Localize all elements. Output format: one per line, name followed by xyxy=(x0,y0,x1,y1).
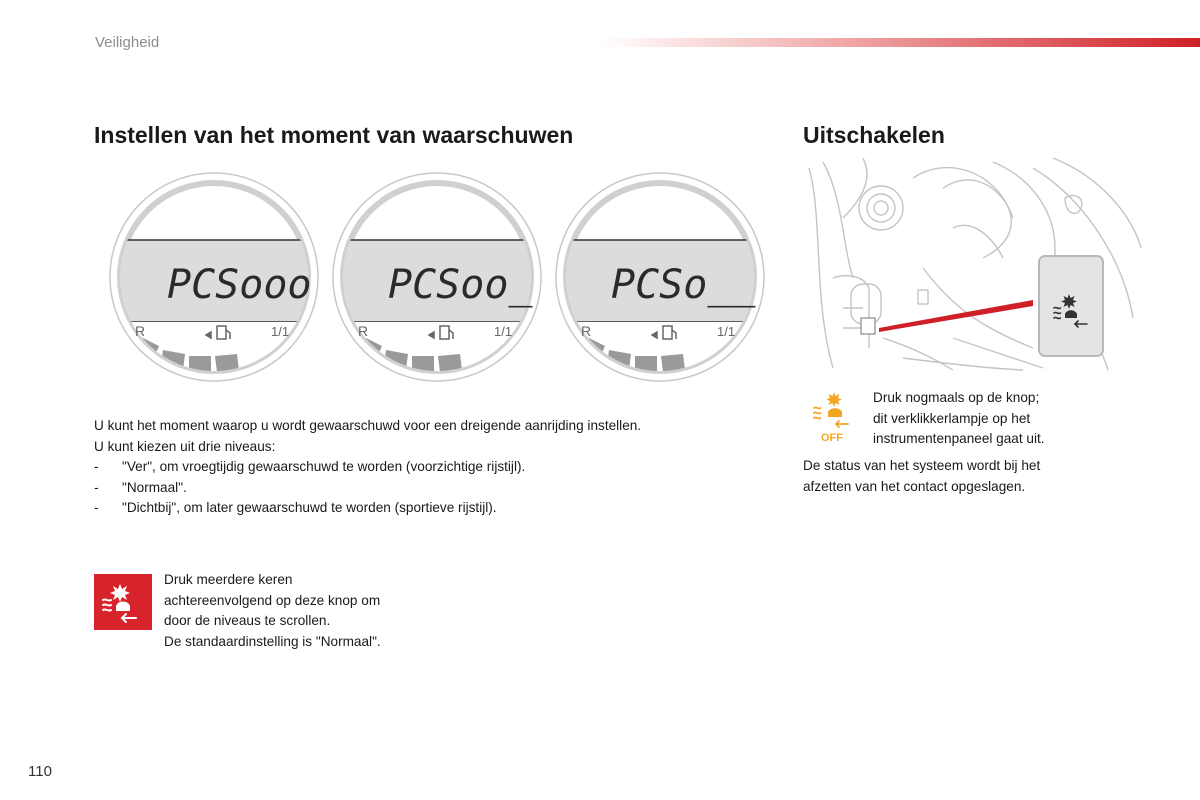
options-list xyxy=(94,457,754,519)
list-item xyxy=(94,498,754,519)
fuel-fraction-label: 1/1 xyxy=(717,324,736,339)
status-text xyxy=(803,456,1103,497)
tip-line: Druk meerdere keren xyxy=(164,572,293,587)
status-line: afzetten van het contact opgeslagen. xyxy=(803,478,1026,494)
tip-line: door de niveaus te scrollen. xyxy=(164,613,331,628)
intro-line: U kunt het moment waarop u wordt gewaarschuwd voor een dreigende aanrijding instellen. xyxy=(94,418,642,433)
off-line: Druk nogmaals op de knop; xyxy=(873,390,1040,405)
off-line: dit verklikkerlampje op het xyxy=(873,410,1031,426)
status-line: De status van het systeem wordt bij het xyxy=(803,458,1041,473)
display-readout: PCSoo_ xyxy=(388,262,533,308)
list-dash: - xyxy=(94,459,99,474)
gear-r-label: R xyxy=(358,323,369,339)
off-text xyxy=(873,388,1103,450)
option-text: "Dichtbij", om later gewaarschuwd te worden (sportieve rijstijl). xyxy=(122,500,497,515)
fuel-fraction-label: 1/1 xyxy=(271,324,290,339)
off-line: instrumentenpaneel gaat uit. xyxy=(873,431,1045,446)
tip-icon-box xyxy=(94,574,152,630)
option-text: "Ver", om vroegtijdig gewaarschuwd te worden (voorzichtige rijstijl). xyxy=(122,459,526,474)
option-text: "Normaal". xyxy=(122,479,187,495)
pcs-button xyxy=(861,318,875,334)
tip-line: achtereenvolgend op deze knop om xyxy=(164,592,381,608)
page-number: 110 xyxy=(28,763,52,780)
gear-r-label: R xyxy=(135,323,146,339)
display-readout: PCSooo xyxy=(167,262,312,308)
list-dash: - xyxy=(94,479,99,495)
intro-line: U kunt kiezen uit drie niveaus: xyxy=(94,438,276,454)
list-item xyxy=(94,478,754,499)
right-heading: Uitschakelen xyxy=(803,122,945,148)
display-level-far xyxy=(107,170,321,384)
list-dash: - xyxy=(94,500,99,515)
display-readout: PCSo__ xyxy=(611,262,756,308)
tip-text xyxy=(164,570,424,652)
list-item xyxy=(94,457,754,478)
pcs-off-warning-lamp-icon xyxy=(808,390,858,444)
collision-warning-icon xyxy=(94,574,152,630)
intro-text xyxy=(94,416,754,519)
dashboard-button-illustration xyxy=(803,158,1143,372)
fuel-fraction-label: 1/1 xyxy=(494,324,513,339)
display-level-normal xyxy=(330,170,544,384)
tip-line: De standaardinstelling is "Normaal". xyxy=(164,633,381,649)
header-accent-bar xyxy=(600,38,1200,47)
gear-r-label: R xyxy=(581,323,592,339)
section-label: Veiligheid xyxy=(95,34,160,51)
left-heading: Instellen van het moment van waarschuwen xyxy=(94,122,574,148)
display-level-near xyxy=(553,170,767,384)
off-label: OFF xyxy=(821,432,843,444)
